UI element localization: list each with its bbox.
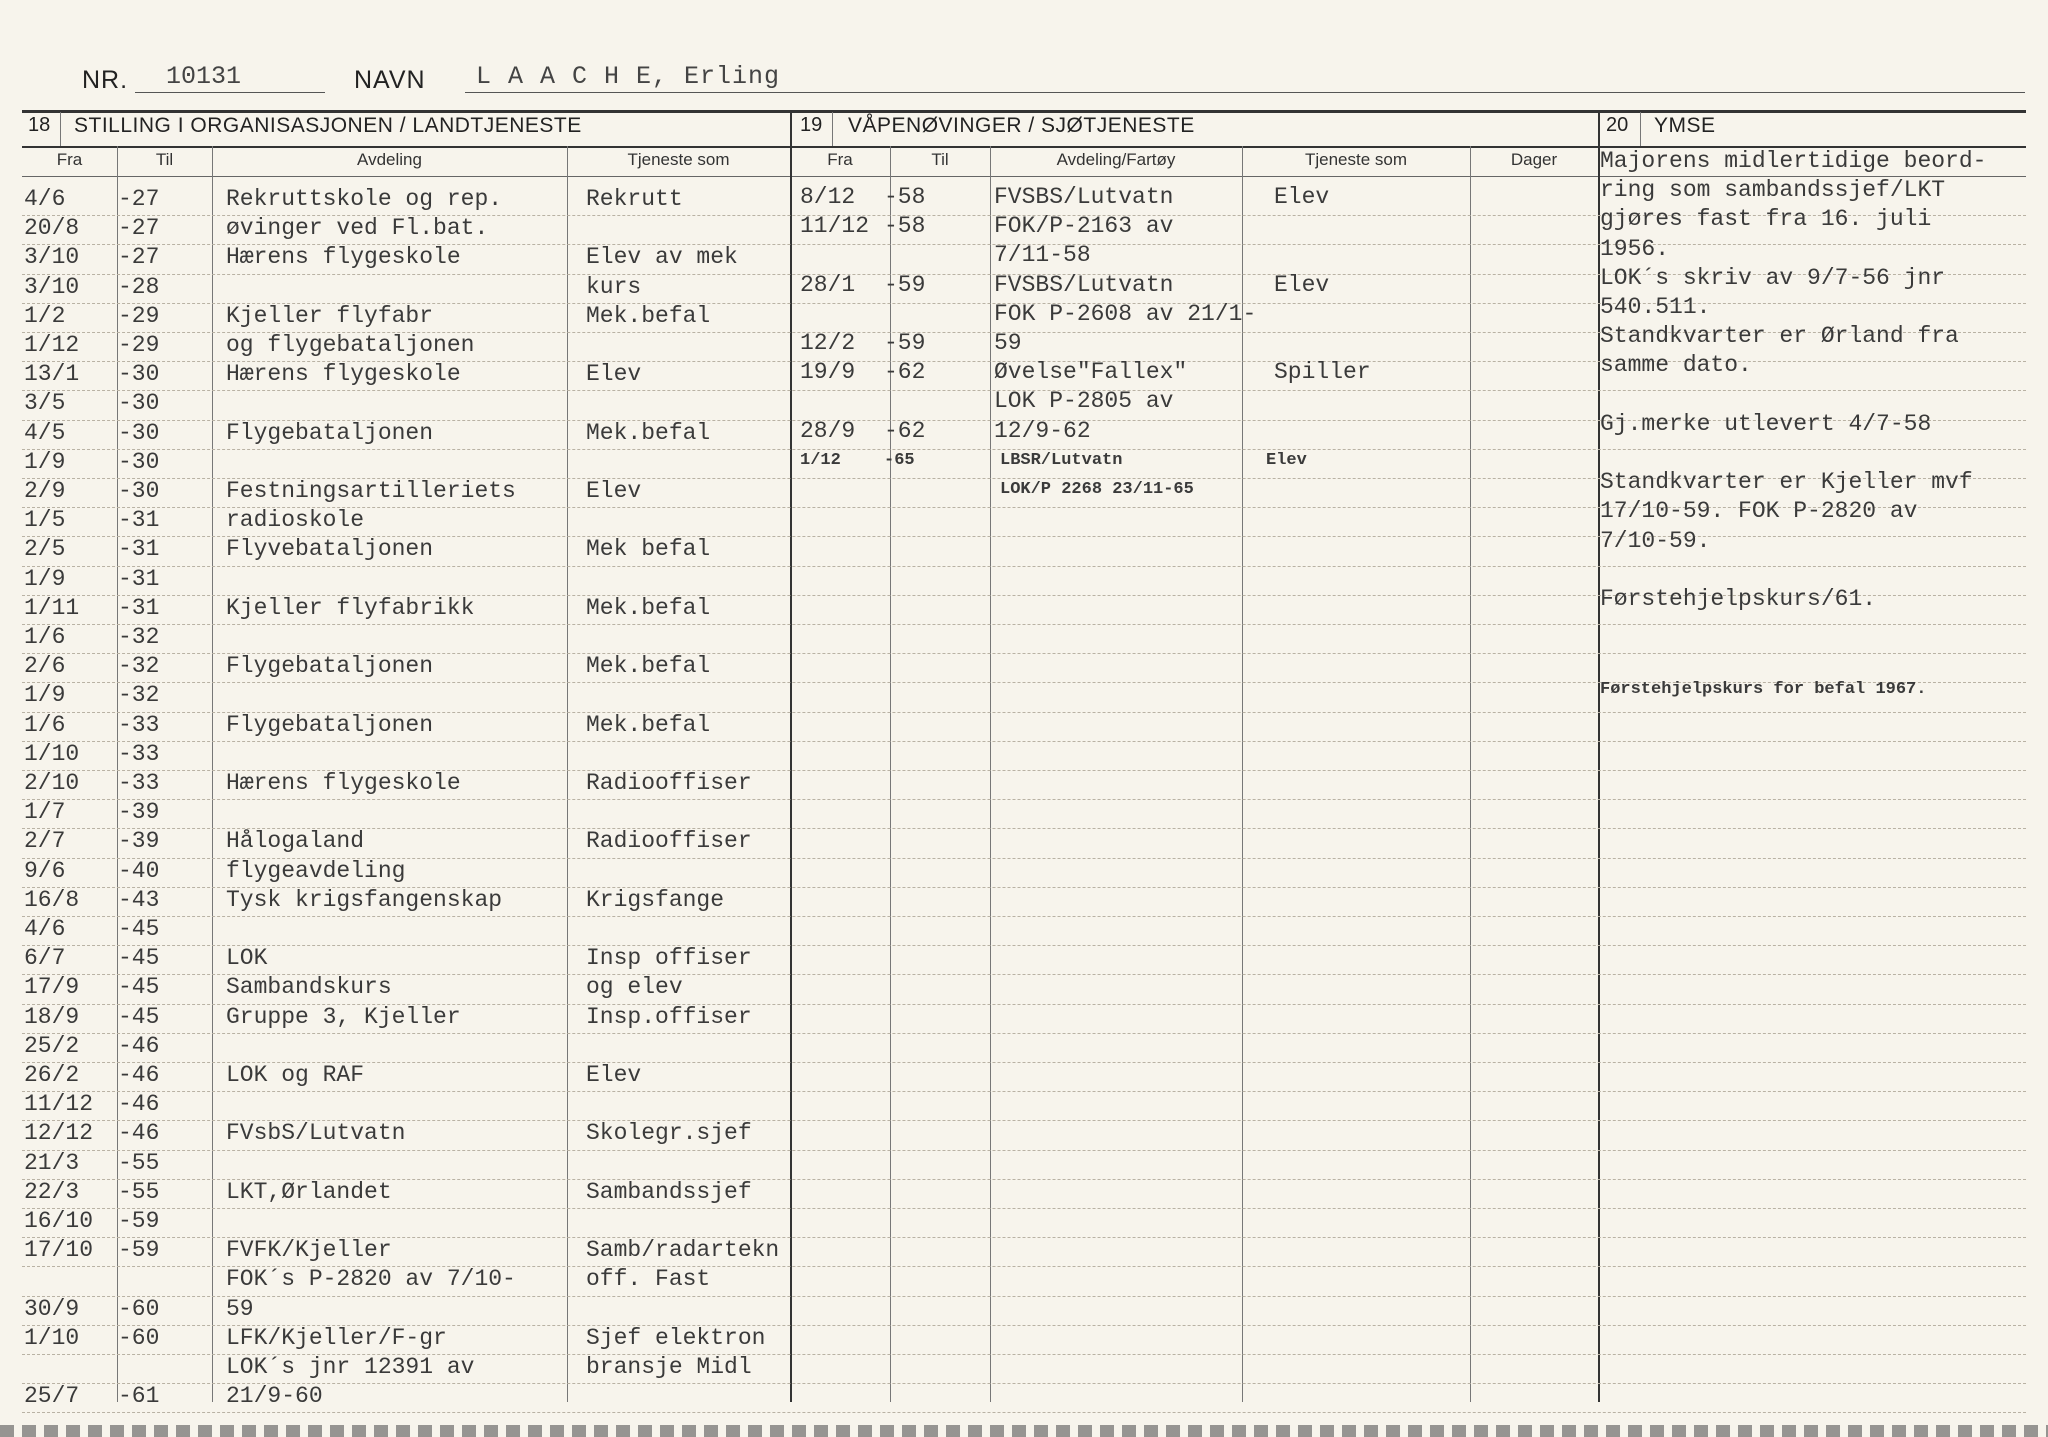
- divider: [832, 112, 833, 146]
- ruled-line: [22, 1150, 2026, 1151]
- cell-avdeling: Gruppe 3, Kjeller: [226, 1004, 461, 1030]
- ymse-line: Standkvarter er Kjeller mvf: [1600, 469, 1973, 495]
- ymse-line: samme dato.: [1600, 352, 1752, 378]
- cell-til: -39: [118, 828, 160, 854]
- cell-fra: 1/12: [800, 451, 841, 470]
- cell-avdeling: LKT,Ørlandet: [226, 1179, 392, 1205]
- cell-fra: 1/6: [24, 712, 66, 738]
- cell-fra: 28/1: [800, 272, 856, 298]
- cell-avdeling: LOK: [226, 945, 268, 971]
- cell-avdeling: FVSBS/Lutvatn: [994, 272, 1174, 298]
- s19-col-divider: [990, 146, 991, 1402]
- cell-fra: 1/9: [24, 449, 66, 475]
- ruled-line: [22, 916, 2026, 917]
- ymse-line: Gj.merke utlevert 4/7-58: [1600, 411, 1932, 437]
- cell-til: -33: [118, 712, 160, 738]
- cell-til: -59: [118, 1237, 160, 1263]
- cell-avdeling: Flyvebataljonen: [226, 536, 434, 562]
- cell-til: -59: [118, 1208, 160, 1234]
- nr-value: 10131: [166, 62, 242, 91]
- cell-til: -45: [118, 974, 160, 1000]
- cell-til: -30: [118, 390, 160, 416]
- cell-fra: 3/10: [24, 244, 80, 270]
- cell-fra: 12/2: [800, 330, 856, 356]
- cell-avdeling: Flygebataljonen: [226, 712, 434, 738]
- cell-tjeneste: Elev: [586, 478, 642, 504]
- cell-til: -31: [118, 507, 160, 533]
- ymse-line: 7/10-59.: [1600, 528, 1711, 554]
- cell-tjeneste: Samb/radartekn: [586, 1237, 780, 1263]
- cell-avdeling: radioskole: [226, 507, 365, 533]
- cell-tjeneste: Elev: [1266, 451, 1307, 470]
- cell-til: -30: [118, 449, 160, 475]
- cell-til: -43: [118, 887, 160, 913]
- cell-til: -55: [118, 1179, 160, 1205]
- cell-til: -60: [118, 1325, 160, 1351]
- cell-fra: 1/6: [24, 624, 66, 650]
- cell-til: -62: [884, 359, 926, 385]
- cell-tjeneste: Insp offiser: [586, 945, 752, 971]
- cell-tjeneste: off. Fast: [586, 1266, 711, 1292]
- cell-avdeling: og flygebataljonen: [226, 332, 475, 358]
- cell-tjeneste: Radiooffiser: [586, 770, 752, 796]
- cell-avdeling: Sambandskurs: [226, 974, 392, 1000]
- cell-til: -28: [118, 274, 160, 300]
- cell-tjeneste: Skolegr.sjef: [586, 1120, 752, 1146]
- ruled-line: [22, 1208, 2026, 1209]
- cell-fra: 11/12: [24, 1091, 94, 1117]
- s18-col-fra: Fra: [56, 150, 83, 169]
- cell-fra: 1/11: [24, 595, 80, 621]
- cell-fra: 1/12: [24, 332, 80, 358]
- cell-tjeneste: Mek.befal: [586, 712, 711, 738]
- s19-col-divider: [1242, 146, 1243, 1402]
- section-20-number: 20: [1606, 114, 1629, 136]
- cell-fra: 1/5: [24, 507, 66, 533]
- cell-fra: 30/9: [24, 1296, 80, 1322]
- ymse-line: 17/10-59. FOK P-2820 av: [1600, 498, 1918, 524]
- cell-avdeling: Øvelse"Fallex": [994, 359, 1188, 385]
- cell-til: -46: [118, 1120, 160, 1146]
- cell-tjeneste: Elev: [1274, 272, 1330, 298]
- cell-avdeling: 7/11-58: [994, 242, 1091, 268]
- cell-fra: 1/9: [24, 682, 66, 708]
- cell-fra: 16/8: [24, 887, 80, 913]
- cell-avdeling: FVSBS/Lutvatn: [994, 184, 1174, 210]
- ruled-line: [22, 741, 2026, 742]
- ymse-line: ring som sambandssjef/LKT: [1600, 177, 1946, 203]
- s19-col-avdeling: Avdeling/Fartøy: [1056, 150, 1176, 169]
- ruled-line: [22, 1091, 2026, 1092]
- cell-til: -46: [118, 1033, 160, 1059]
- cell-til: -32: [118, 682, 160, 708]
- cell-avdeling: LOK´s jnr 12391 av: [226, 1354, 475, 1380]
- ruled-line: [22, 1412, 2026, 1413]
- cell-fra: 2/10: [24, 770, 80, 796]
- cell-fra: 4/6: [24, 186, 66, 212]
- cell-til: -32: [118, 624, 160, 650]
- nr-label: NR.: [82, 66, 129, 94]
- cell-til: -55: [118, 1150, 160, 1176]
- section-19-number: 19: [800, 114, 823, 136]
- cell-tjeneste: Elev: [1274, 184, 1330, 210]
- ymse-line: 540.511.: [1600, 294, 1711, 320]
- cell-til: -65: [884, 451, 915, 470]
- cell-avdeling: 59: [226, 1296, 254, 1322]
- nr-underline: [135, 92, 325, 93]
- cell-avdeling: Rekruttskole og rep.: [226, 186, 503, 212]
- cell-avdeling: LOK/P 2268 23/11-65: [1000, 480, 1194, 499]
- cell-avdeling: FOK´s P-2820 av 7/10-: [226, 1266, 516, 1292]
- cell-til: -30: [118, 361, 160, 387]
- cell-fra: 4/5: [24, 420, 66, 446]
- cell-avdeling: Kjeller flyfabr: [226, 303, 434, 329]
- cell-avdeling: 12/9-62: [994, 418, 1091, 444]
- cell-til: -31: [118, 566, 160, 592]
- s18-col-divider: [567, 146, 568, 1402]
- cell-avdeling: FVFK/Kjeller: [226, 1237, 392, 1263]
- cell-tjeneste: Radiooffiser: [586, 828, 752, 854]
- cell-til: -39: [118, 799, 160, 825]
- cell-fra: 19/9: [800, 359, 856, 385]
- cell-tjeneste: Krigsfange: [586, 887, 725, 913]
- cell-til: -45: [118, 945, 160, 971]
- cell-fra: 25/2: [24, 1033, 80, 1059]
- cell-til: -60: [118, 1296, 160, 1322]
- ruled-line: [22, 945, 2026, 946]
- ymse-line: Majorens midlertidige beord-: [1600, 148, 1987, 174]
- cell-fra: 4/6: [24, 916, 66, 942]
- cell-fra: 25/7: [24, 1383, 80, 1409]
- ymse-line: Førstehjelpskurs/61.: [1600, 586, 1877, 612]
- ruled-line: [22, 566, 2026, 567]
- cell-avdeling: LFK/Kjeller/F-gr: [226, 1325, 447, 1351]
- cell-avdeling: 59: [994, 330, 1022, 356]
- cell-til: -59: [884, 272, 926, 298]
- cell-til: -33: [118, 741, 160, 767]
- s19-col-til: Til: [931, 150, 949, 169]
- cell-tjeneste: Mek.befal: [586, 595, 711, 621]
- cell-fra: 3/10: [24, 274, 80, 300]
- navn-underline: [465, 92, 2025, 93]
- cell-avdeling: Flygebataljonen: [226, 420, 434, 446]
- cell-fra: 11/12: [800, 213, 870, 239]
- cell-fra: 1/10: [24, 741, 80, 767]
- cell-fra: 9/6: [24, 858, 66, 884]
- s19-col-fra: Fra: [827, 150, 853, 169]
- cell-til: -27: [118, 215, 160, 241]
- cell-fra: 2/7: [24, 828, 66, 854]
- cell-tjeneste: Mek.befal: [586, 420, 711, 446]
- s18-col-divider: [212, 146, 213, 1402]
- cell-til: -46: [118, 1091, 160, 1117]
- cell-tjeneste: Insp.offiser: [586, 1004, 752, 1030]
- cell-til: -31: [118, 595, 160, 621]
- cell-fra: 28/9: [800, 418, 856, 444]
- cell-fra: 12/12: [24, 1120, 94, 1146]
- s18-col-avdeling: Avdeling: [357, 150, 422, 169]
- ruled-line: [22, 449, 2026, 450]
- cell-fra: 1/9: [24, 566, 66, 592]
- cell-fra: 22/3: [24, 1179, 80, 1205]
- cell-avdeling: Flygebataljonen: [226, 653, 434, 679]
- cell-fra: 2/6: [24, 653, 66, 679]
- cell-til: -27: [118, 244, 160, 270]
- cell-tjeneste: Elev: [586, 361, 642, 387]
- cell-fra: 16/10: [24, 1208, 94, 1234]
- cell-fra: 13/1: [24, 361, 80, 387]
- cell-til: -27: [118, 186, 160, 212]
- cell-avdeling: Kjeller flyfabrikk: [226, 595, 475, 621]
- ymse-line: 1956.: [1600, 236, 1670, 262]
- ruled-line: [22, 1033, 2026, 1034]
- cell-fra: 8/12: [800, 184, 856, 210]
- cell-til: -61: [118, 1383, 160, 1409]
- cell-til: -33: [118, 770, 160, 796]
- cell-til: -58: [884, 213, 926, 239]
- cell-til: -29: [118, 332, 160, 358]
- cell-tjeneste: og elev: [586, 974, 683, 1000]
- ymse-line: Førstehjelpskurs for befal 1967.: [1600, 680, 1927, 699]
- cell-fra: 17/9: [24, 974, 80, 1000]
- cell-fra: 3/5: [24, 390, 66, 416]
- cell-tjeneste: kurs: [586, 274, 642, 300]
- cell-avdeling: LBSR/Lutvatn: [1000, 451, 1123, 470]
- divider: [1640, 112, 1641, 146]
- section-20-title: YMSE: [1654, 114, 1716, 137]
- cell-tjeneste: bransje Midl: [586, 1354, 752, 1380]
- cell-tjeneste: Mek.befal: [586, 653, 711, 679]
- cell-avdeling: Hærens flygeskole: [226, 770, 461, 796]
- cell-tjeneste: Sambandssjef: [586, 1179, 752, 1205]
- cell-fra: 20/8: [24, 215, 80, 241]
- cell-fra: 2/5: [24, 536, 66, 562]
- cell-avdeling: Hålogaland: [226, 828, 365, 854]
- section-19-title: VÅPENØVINGER / SJØTJENESTE: [848, 114, 1195, 137]
- cell-avdeling: flygeavdeling: [226, 858, 406, 884]
- ruled-line: [22, 624, 2026, 625]
- cell-til: -45: [118, 1004, 160, 1030]
- cell-til: -30: [118, 420, 160, 446]
- cell-tjeneste: Spiller: [1274, 359, 1371, 385]
- cell-fra: 26/2: [24, 1062, 80, 1088]
- ruled-line: [22, 799, 2026, 800]
- navn-label: NAVN: [354, 66, 426, 94]
- cell-avdeling: Festningsartilleriets: [226, 478, 516, 504]
- cell-avdeling: Hærens flygeskole: [226, 361, 461, 387]
- cell-tjeneste: Sjef elektron: [586, 1325, 766, 1351]
- ymse-line: gjøres fast fra 16. juli: [1600, 206, 1932, 232]
- cell-til: -29: [118, 303, 160, 329]
- cell-tjeneste: Rekrutt: [586, 186, 683, 212]
- cell-avdeling: FOK P-2608 av 21/1-: [994, 301, 1257, 327]
- ymse-line: LOK´s skriv av 9/7-56 jnr: [1600, 265, 1946, 291]
- s19-col-dager: Dager: [1510, 150, 1558, 169]
- s18-col-til: Til: [155, 150, 174, 169]
- cell-fra: 2/9: [24, 478, 66, 504]
- cell-fra: 6/7: [24, 945, 66, 971]
- s19-col-tjeneste: Tjeneste som: [1304, 150, 1408, 169]
- cell-fra: 1/2: [24, 303, 66, 329]
- cell-avdeling: øvinger ved Fl.bat.: [226, 215, 489, 241]
- cell-til: -58: [884, 184, 926, 210]
- cell-fra: 18/9: [24, 1004, 80, 1030]
- cell-avdeling: Hærens flygeskole: [226, 244, 461, 270]
- cell-tjeneste: Mek.befal: [586, 303, 711, 329]
- cell-til: -32: [118, 653, 160, 679]
- ruled-line: [22, 1296, 2026, 1297]
- s19-col-divider: [1470, 146, 1471, 1402]
- cell-avdeling: LOK P-2805 av: [994, 388, 1174, 414]
- cell-til: -40: [118, 858, 160, 884]
- cell-til: -45: [118, 916, 160, 942]
- cell-tjeneste: Mek befal: [586, 536, 711, 562]
- cell-avdeling: FOK/P-2163 av: [994, 213, 1174, 239]
- cell-til: -46: [118, 1062, 160, 1088]
- cell-fra: 17/10: [24, 1237, 94, 1263]
- cell-fra: 1/7: [24, 799, 66, 825]
- cell-fra: 1/10: [24, 1325, 80, 1351]
- cell-til: -59: [884, 330, 926, 356]
- cell-fra: 21/3: [24, 1150, 80, 1176]
- s18-col-tjeneste: Tjeneste som: [627, 150, 730, 169]
- section-18-number: 18: [28, 114, 51, 136]
- cell-tjeneste: Elev av mek: [586, 244, 738, 270]
- section-18-title: STILLING I ORGANISASJONEN / LANDTJENESTE: [74, 114, 582, 137]
- cell-til: -30: [118, 478, 160, 504]
- cell-avdeling: 21/9-60: [226, 1383, 323, 1409]
- card-edge-strip: [0, 1425, 2048, 1437]
- divider: [60, 112, 61, 146]
- cell-tjeneste: Elev: [586, 1062, 642, 1088]
- cell-til: -31: [118, 536, 160, 562]
- cell-avdeling: LOK og RAF: [226, 1062, 365, 1088]
- cell-til: -62: [884, 418, 926, 444]
- navn-value: L A A C H E, Erling: [476, 62, 781, 91]
- cell-avdeling: FVsbS/Lutvatn: [226, 1120, 406, 1146]
- cell-avdeling: Tysk krigsfangenskap: [226, 887, 503, 913]
- ymse-line: Standkvarter er Ørland fra: [1600, 323, 1959, 349]
